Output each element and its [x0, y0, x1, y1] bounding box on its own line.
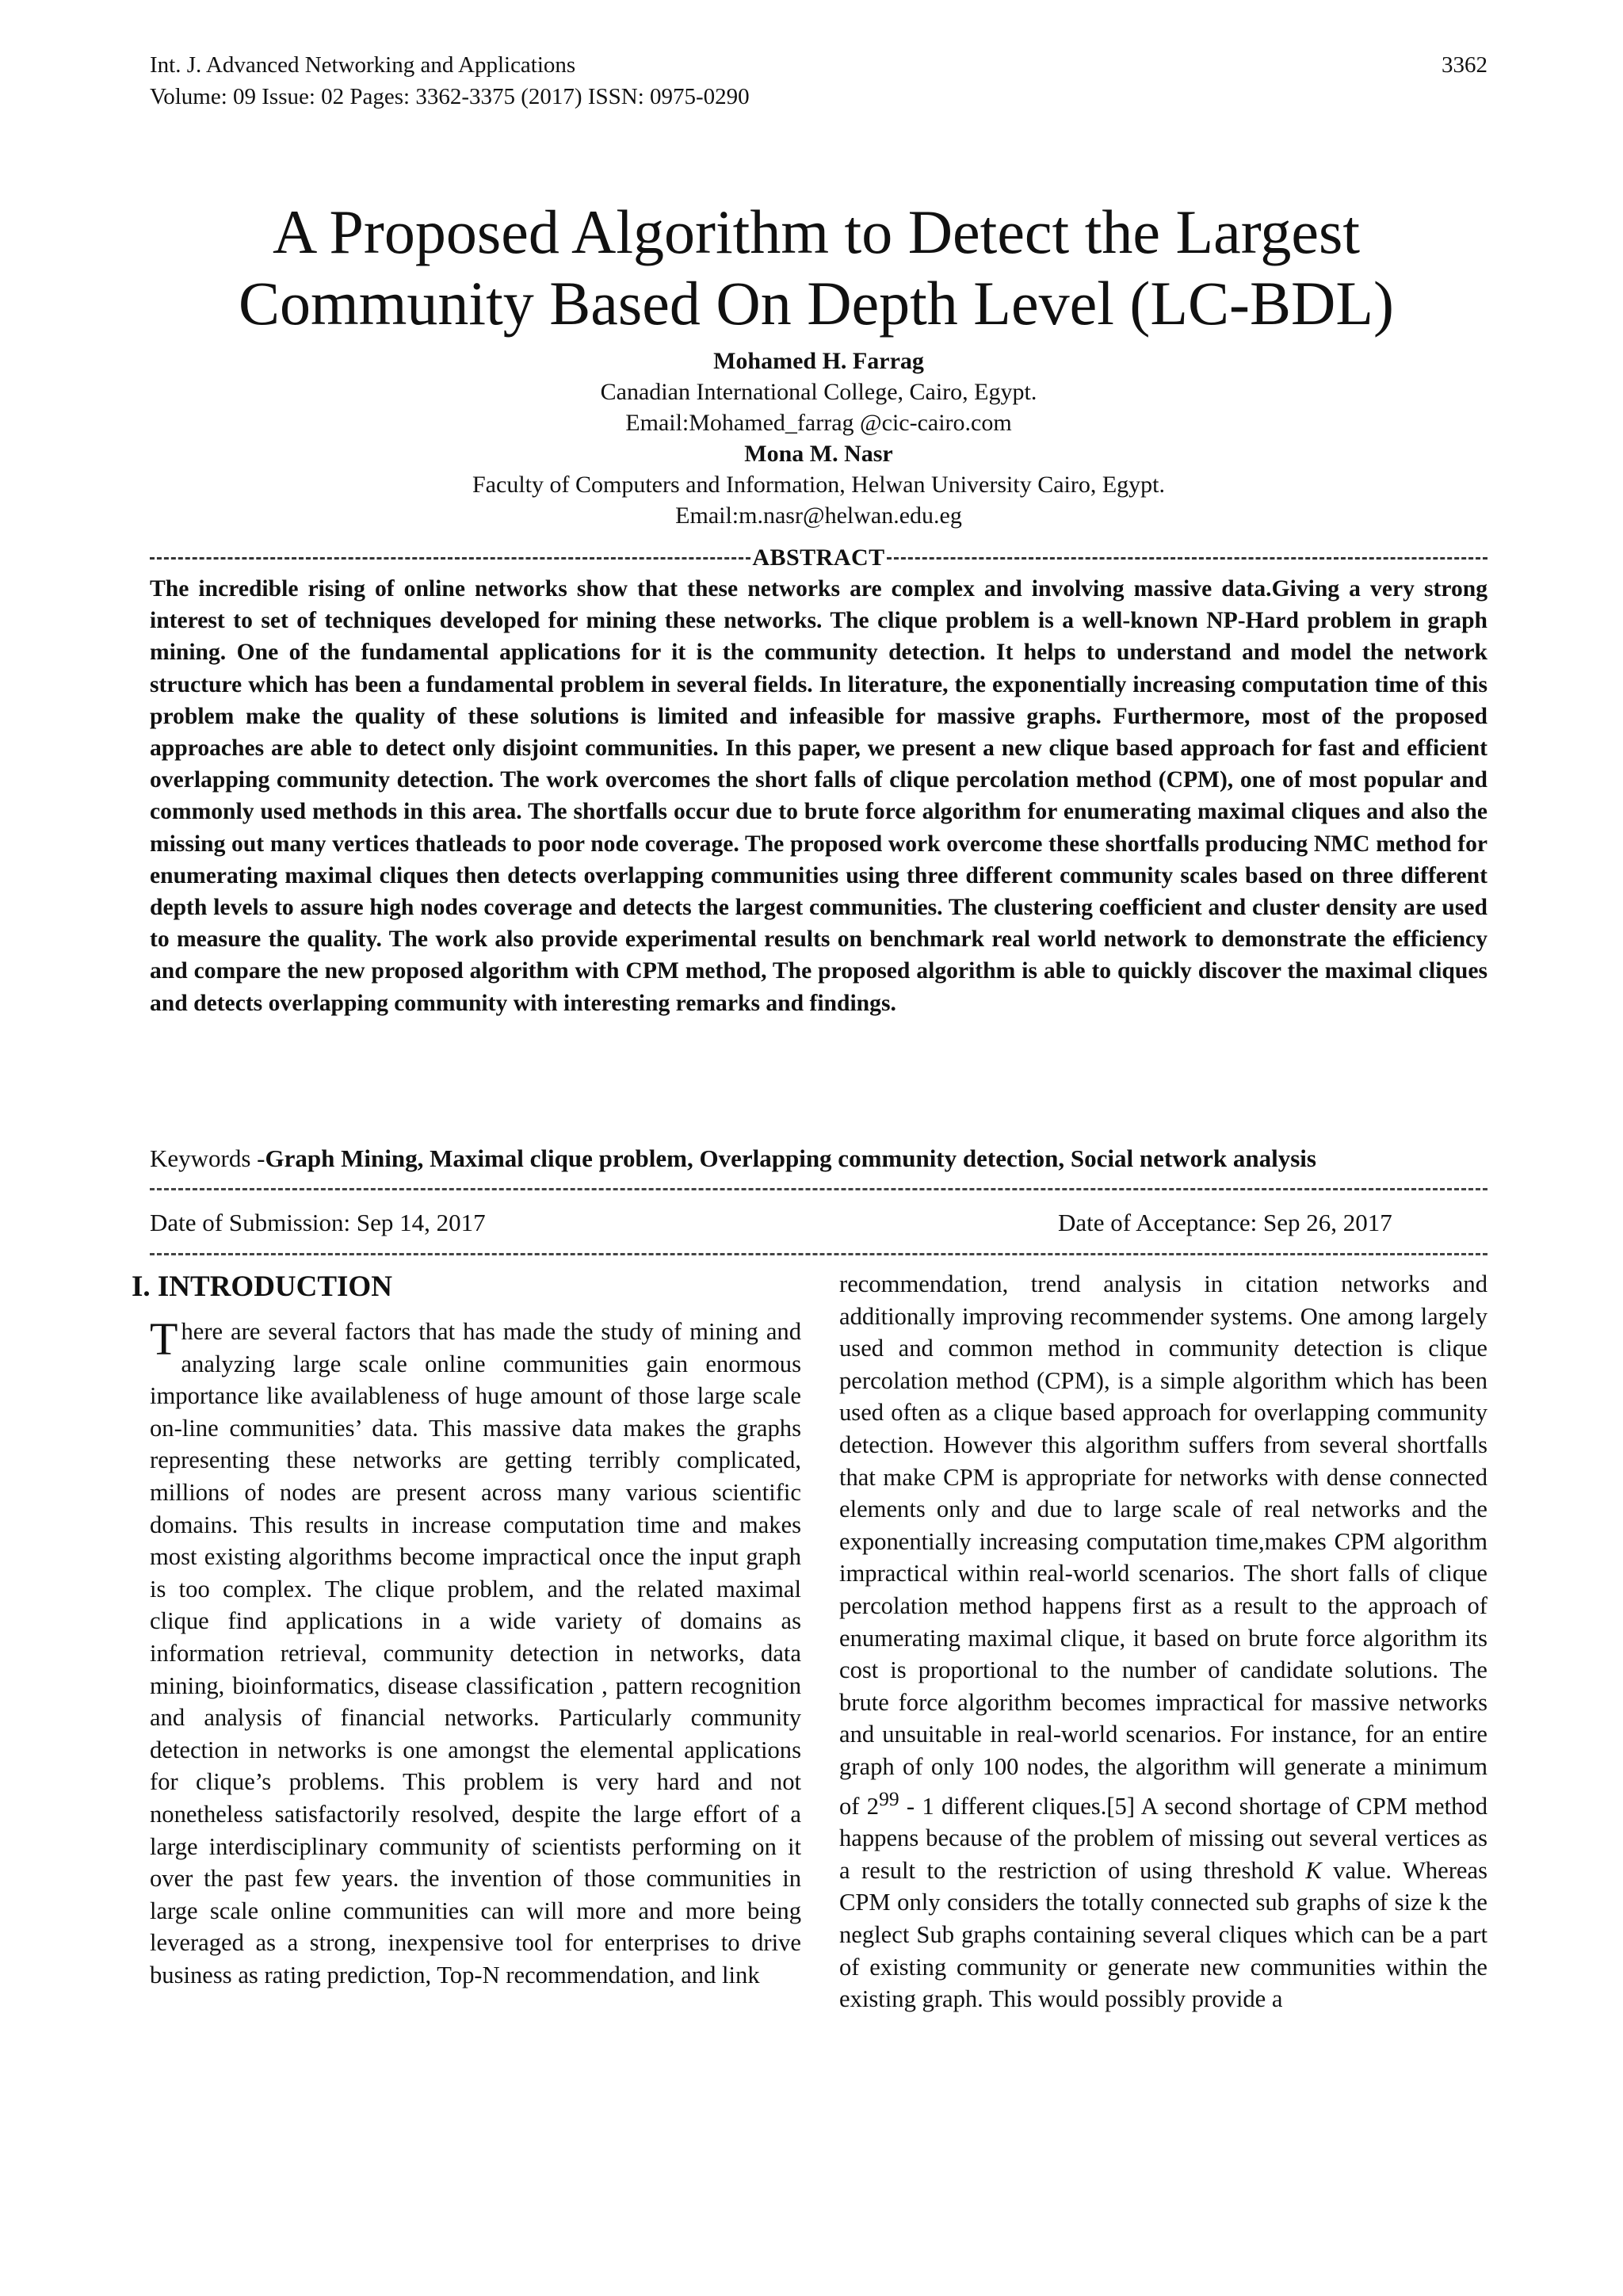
keywords-label: Keywords - [150, 1144, 265, 1172]
drop-cap: T [150, 1313, 178, 1365]
page-number: 3362 [1442, 52, 1487, 78]
exponent: 99 [879, 1786, 899, 1810]
divider-line [150, 1253, 1487, 1255]
author-affiliation: Faculty of Computers and Information, Helwan University Cairo, Egypt. [472, 472, 1165, 498]
journal-name: Int. J. Advanced Networking and Applications [150, 52, 576, 78]
intro-left-text: here are several factors that has made the study of mining and analyzing large scale online communities gain enormous importance like availableness of huge amount of those large scale on-line communities’ data. This massive data makes the graphs representing these networks are getting terribly complicated, millions of nodes are present across many various scientific domains. This results in increase computation time and makes most existing algorithms become impractical once the input graph is too complex. The clique problem, and the related maximal clique find applications in a wide variety of domains as information retrieval, community detection in networks, data mining, bioinformatics, disease classification , pattern recognition and analysis of financial networks. Particularly community detection in networks is one amongst the elemental applications for clique’s problems. This problem is very hard and not nonetheless satisfactorily resolved, despite the large effort of a large interdisciplinary community of scientists performing on it over the past few years. the invention of those communities in large scale online communities can will more and more being leveraged as a strong, inexpensive tool for enterprises to drive business as rating prediction, Top-N recommendation, and link [150, 1318, 801, 1988]
acceptance-date: Date of Acceptance: Sep 26, 2017 [1058, 1209, 1392, 1236]
intro-right-text: recommendation, trend analysis in citation networks and additionally improving recommender systems. One among largely used and common method in community detection is clique percolation method (CPM), is a simple algorithm which has been used often as a clique based approach for overlapping community detection. However this algorithm suffers from several shortfalls that make CPM is appropriate for networks with dense connected elements only and due to large scale of real networks and the exponentially increasing computation time,makes CPM algorithm impractical within real-world scenarios. The short falls of clique percolation method happens first as a result to the approach of enumerating maximal clique, it based on brute force algorithm its cost is proportional to the number of candidate solutions. The brute force algorithm becomes impractical for massive networks and unsuitable in real-world scenarios. For instance, for an entire graph of only 100 nodes, the algorithm will generate a minimum of 2 [839, 1270, 1487, 1820]
divider-line [887, 557, 1487, 560]
section-heading: I. INTRODUCTION [132, 1270, 392, 1303]
intro-right-text: - 1 different cliques.[5] A second shortage of CPM method happens because of the problem of missing out several vertices as a result to the restriction of using threshold [839, 1792, 1487, 1884]
paper-title: A Proposed Algorithm to Detect the Largest Community Based On Depth Level (LC-BDL) [239, 197, 1394, 338]
author-name: Mohamed H. Farrag [713, 348, 924, 374]
intro-right-text: value. Whereas CPM only considers the totally connected sub graphs of size k the neglect Sub graphs containing several cliques which can be a part of existing community or generate new communities within the existing graph. This would possibly provide a [839, 1856, 1487, 2013]
abstract-text: The incredible rising of online networks show that these networks are complex and involving massive data.Giving a very strong interest to set of techniques developed for mining these networks. The clique problem is a well-known NP-Hard problem in graph mining. One of the fundamental applications for it is the community detection. It helps to understand and model the network structure which has been a fundamental problem in several fields. In literature, the exponentially increasing computation time of this problem make the quality of these solutions is limited and infeasible for massive graphs. Furthermore, most of the proposed approaches are able to detect only disjoint communities. In this paper, we present a new clique based approach for fast and efficient overlapping community detection. The work overcomes the short falls of clique percolation method (CPM), one of most popular and commonly used methods in this area. The shortfalls occur due to brute force algorithm for enumerating maximal cliques and also the missing out many vertices thatleads to poor node coverage. The proposed work overcome these shortfalls producing NMC method for enumerating maximal cliques then detects overlapping communities using three different community scales based on three different depth levels to assure high nodes coverage and detects the largest communities. The clustering coefficient and cluster density are used to measure the quality. The work also provide experimental results on benchmark real world network to demonstrate the efficiency and compare the new proposed algorithm with CPM method, The proposed algorithm is able to quickly discover the maximal cliques and detects overlapping community with interesting remarks and findings. [150, 576, 1487, 1016]
author-affiliation: Canadian International College, Cairo, Egypt. [600, 379, 1037, 405]
submission-date: Date of Submission: Sep 14, 2017 [150, 1209, 486, 1236]
keywords-line [150, 1143, 1497, 1175]
intro-left-column [150, 1313, 801, 1991]
author-block [150, 346, 1487, 531]
abstract-label: ABSTRACT [752, 544, 885, 571]
keywords-text: Graph Mining, Maximal clique problem, Overlapping community detection, Social network analysis [265, 1144, 1316, 1172]
running-header [150, 49, 1487, 113]
volume-line: Volume: 09 Issue: 02 Pages: 3362-3375 (2017) ISSN: 0975-0290 [150, 84, 750, 109]
author-name: Mona M. Nasr [744, 441, 893, 467]
divider-line [150, 557, 750, 560]
math-variable: K [1305, 1856, 1322, 1884]
author-email: Email:m.nasr@helwan.edu.eg [675, 502, 962, 529]
dates-line [150, 1207, 1487, 1239]
divider-line [150, 1188, 1487, 1190]
intro-right-column [839, 1268, 1487, 2015]
abstract-divider [150, 544, 1487, 572]
author-email: Email:Mohamed_farrag @cic-cairo.com [625, 410, 1012, 436]
